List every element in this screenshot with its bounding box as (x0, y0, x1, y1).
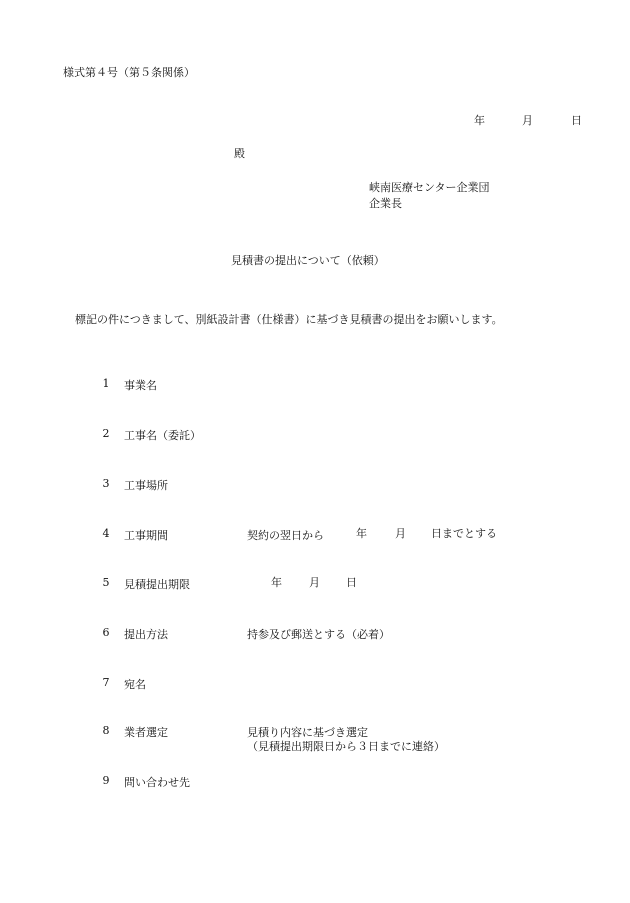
list-item (0, 427, 630, 441)
list-item (0, 527, 630, 541)
item-number: 4 (102, 527, 110, 540)
item-label: 問い合わせ先 (124, 776, 190, 789)
item-label: 工事名（委託） (124, 429, 201, 442)
deadline-month: 月 (309, 576, 320, 589)
addressee-suffix: 殿 (234, 147, 245, 160)
period-month: 月 (395, 527, 406, 540)
item-number: 6 (102, 626, 110, 639)
deadline-day: 日 (346, 576, 357, 589)
item-label: 工事場所 (124, 479, 168, 492)
list-item (0, 626, 630, 640)
item-label: 事業名 (124, 379, 157, 392)
selection-note: （見積提出期限日から３日までに連絡） (247, 740, 445, 753)
list-item (0, 477, 630, 491)
selection-method: 見積り内容に基づき選定 (247, 726, 368, 739)
item-number: 3 (102, 477, 110, 490)
item-number: 8 (102, 724, 110, 737)
date-day: 日 (571, 114, 582, 127)
item-number: 1 (102, 377, 110, 390)
date-month: 月 (522, 114, 533, 127)
item-number: 2 (102, 427, 110, 440)
item-label: 業者選定 (124, 726, 168, 739)
form-number: 様式第４号（第５条関係） (63, 66, 195, 79)
sender-org: 峡南医療センター企業団 (369, 181, 490, 194)
list-item (0, 724, 630, 738)
period-suffix: 日までとする (431, 527, 497, 540)
item-number: 5 (102, 576, 110, 589)
period-prefix: 契約の翌日から (247, 529, 324, 542)
sender-title: 企業長 (369, 197, 402, 210)
list-item (0, 377, 630, 391)
deadline-year: 年 (271, 576, 282, 589)
item-label: 工事期間 (124, 529, 168, 542)
period-year: 年 (356, 527, 367, 540)
submission-method: 持参及び郵送とする（必着） (247, 628, 390, 641)
item-label: 宛名 (124, 678, 146, 691)
item-label: 見積提出期限 (124, 578, 190, 591)
item-number: 7 (102, 676, 110, 689)
date-year: 年 (474, 114, 485, 127)
list-item (0, 676, 630, 690)
list-item (0, 576, 630, 590)
item-number: 9 (102, 774, 110, 787)
document-title: 見積書の提出について（依頼） (231, 254, 385, 267)
item-label: 提出方法 (124, 628, 168, 641)
list-item (0, 774, 630, 788)
intro-text: 標記の件につきまして、別紙設計書（仕様書）に基づき見積書の提出をお願いします。 (75, 313, 503, 326)
